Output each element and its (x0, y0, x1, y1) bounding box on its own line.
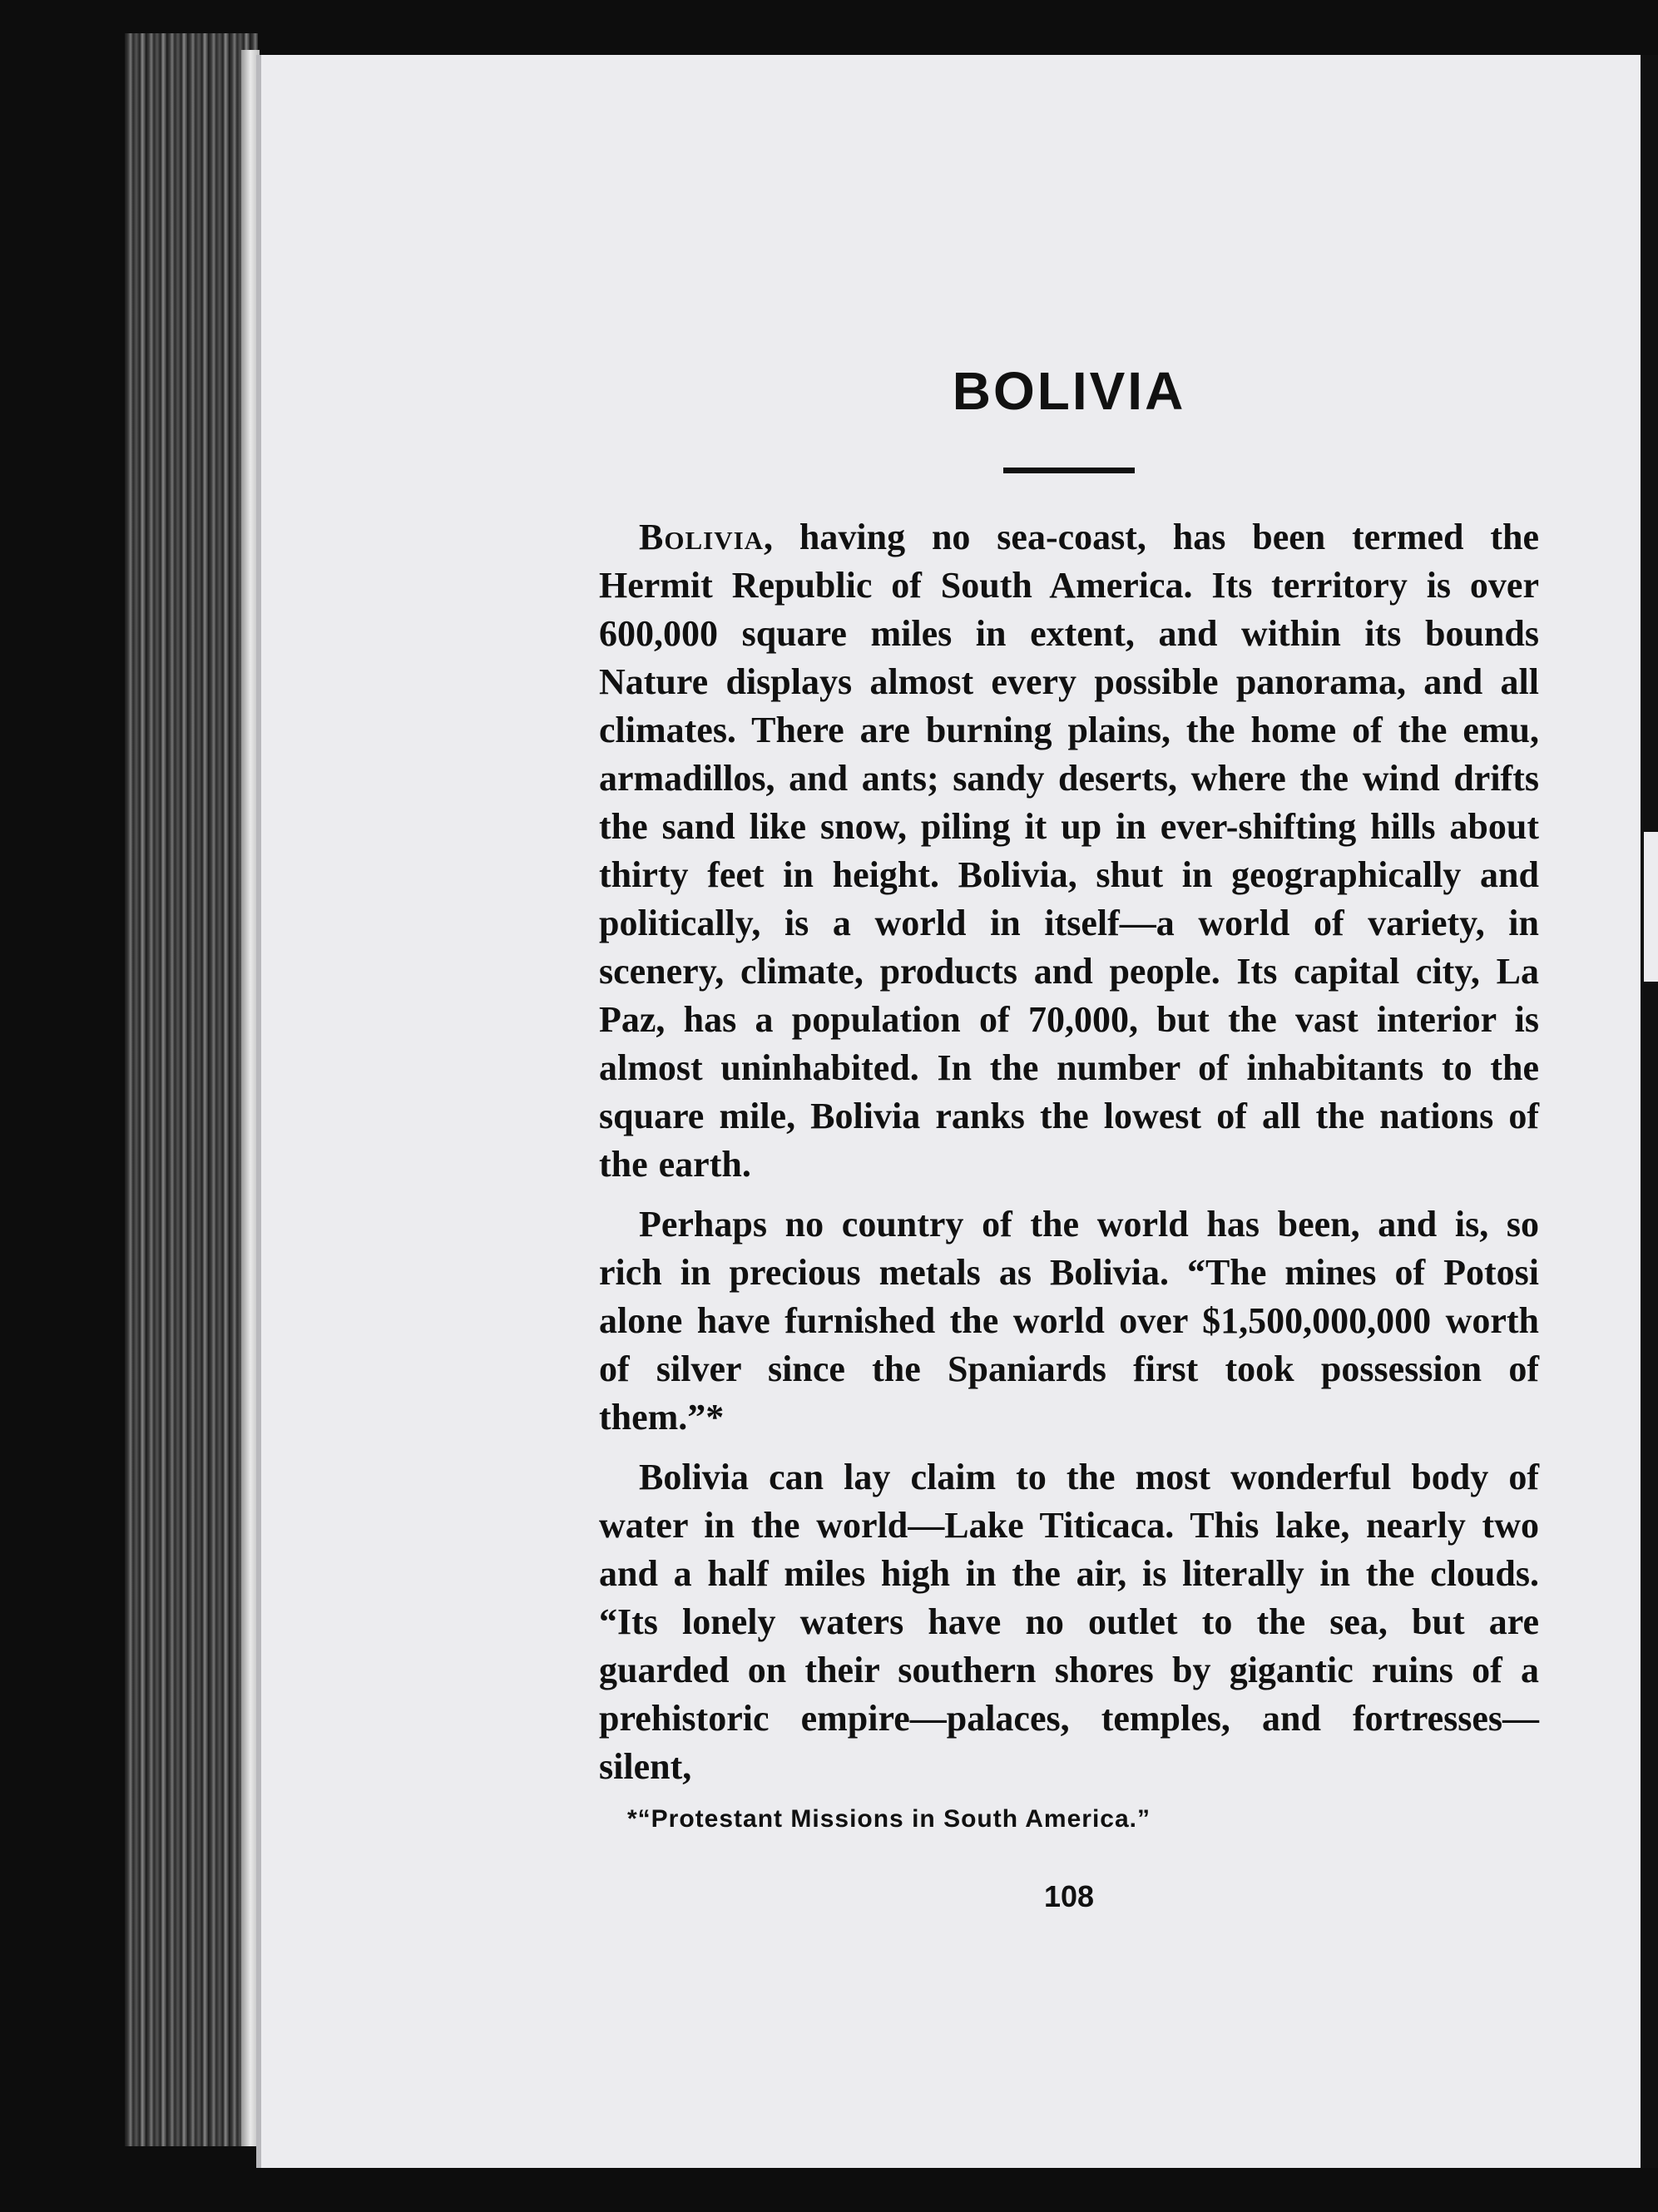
page-content (599, 358, 1539, 1914)
book-spine (125, 33, 258, 2146)
right-page-tab (1644, 832, 1658, 982)
paragraph-2: Perhaps no country of the world has been, and is, so rich in precious metals as Bolivia. “The mines of Potosi alone have furnished the world over $1,500,000,000 worth of silver since the Spaniards first took possession of them.”* (599, 1204, 1539, 1438)
title-rule (1003, 468, 1135, 473)
paragraph-1-text: , having no sea-coast, has been termed the Hermit Republic of South America. Its territory is over 600,000 square miles in extent, and within its bounds Nature displays almost every possible panorama, and all climates. There are burning plains, the home of the emu, armadillos, and ants; sandy deserts, where the wind drifts the sand like snow, piling it up in ever-shifting hills about thirty feet in height. Bolivia, shut in geographically and politically, is a world in itself—a world of variety, in scenery, climate, products and people. Its capital city, La Paz, has a population of 70,000, but the vast interior is almost uninhabited. In the number of inhabitants to the square mile, Bolivia ranks the lowest of all the nations of the earth. (599, 517, 1539, 1185)
paragraph-1-lead: Bolivia (639, 517, 765, 557)
right-border (1641, 55, 1658, 2168)
footnote: *“Protestant Missions in South America.” (627, 1805, 1151, 1833)
paragraph-1 (599, 513, 1539, 1189)
page-number: 108 (1043, 1879, 1095, 1913)
page-title: BOLIVIA (952, 361, 1186, 421)
paragraph-3: Bolivia can lay claim to the most wonderful body of water in the world—Lake Titicaca. This lake, nearly two and a half miles high in the air, is literally in the clouds. “Its lonely waters have no outlet to the sea, but are guarded on their southern shores by gigantic ruins of a prehistoric empire—palaces, temples, and fortresses—silent, (599, 1457, 1539, 1787)
